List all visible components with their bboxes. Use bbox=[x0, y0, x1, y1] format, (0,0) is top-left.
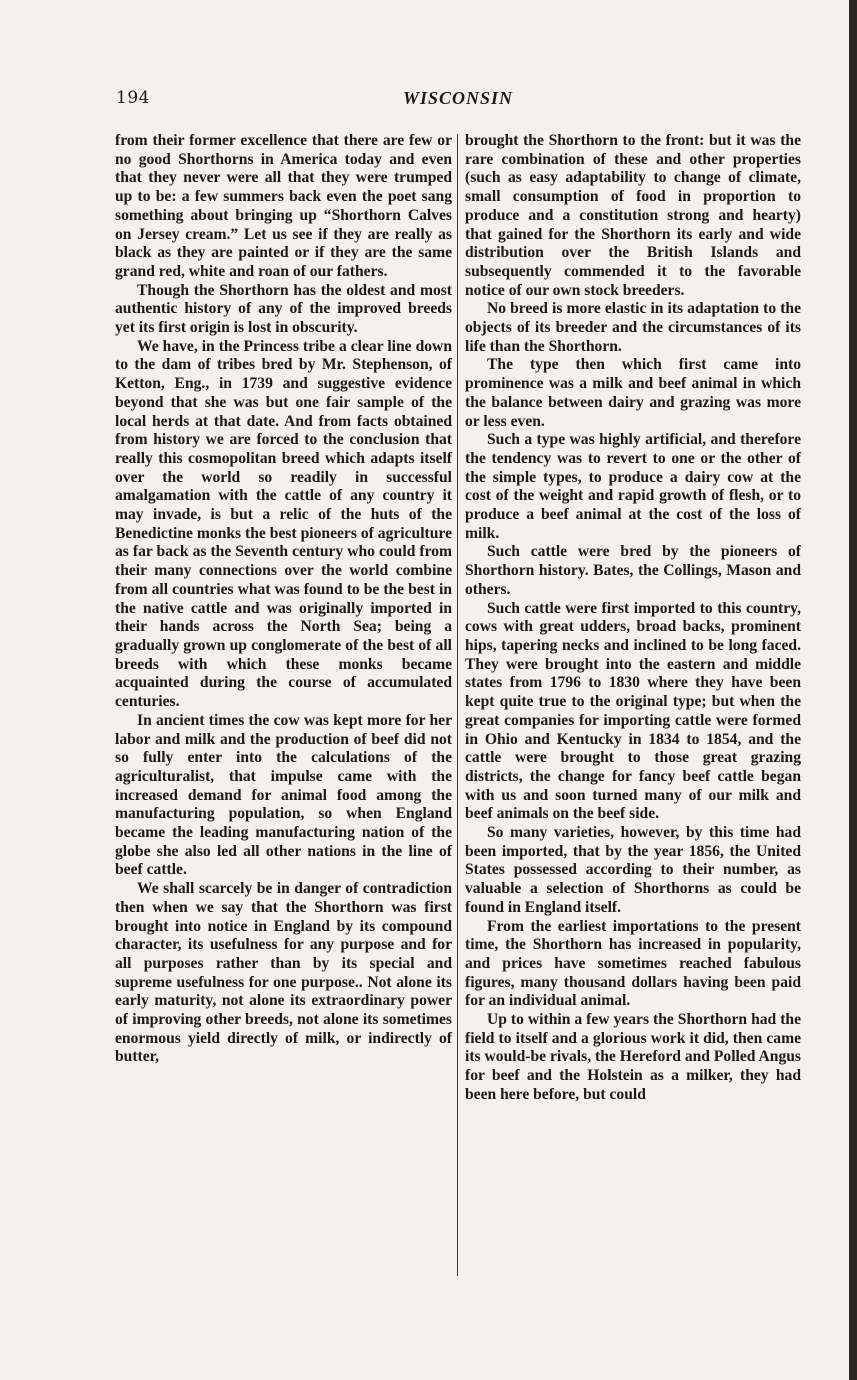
page-edge bbox=[849, 0, 857, 1380]
paragraph: No breed is more elastic in its adaptation to the objects of its breeder and the circumstances of its life than the Shorthorn. bbox=[465, 300, 801, 355]
paragraph: We have, in the Princess tribe a clear line down to the dam of tribes bred by Mr. Stephenson, of Ketton, Eng., in 1739 and suggestive evidence beyond that she was but one fair sample of the local herds at that date. And from facts obtained from history we are forced to the conclusion that really this cosmopolitan breed which adapts itself over the world so readily in successful amalgamation with the cattle of any country it may invade, is but a relic of the huts of the Benedictine monks the best pioneers of agriculture as far back as the Seventh century who could from their many connections over the world combine from all countries what was found to be the best in the native cattle and was originally imported in their hands across the North Sea; being a gradually grown up conglomerate of the best of all breeds with which these monks became acquainted during the course of accumulated centuries. bbox=[115, 337, 452, 711]
paragraph: from their former excellence that there are few or no good Shorthorns in America today and even that they never were all that they were trumped up to be: a few summers back even the poet sang something about bringing up “Shorthorn Calves on Jersey cream.” Let us see if they are really as black as they are painted or if they are the same grand red, white and roan of our fathers. bbox=[115, 132, 452, 280]
paragraph: From the earliest importations to the present time, the Shorthorn has increased in popularity, and prices have sometimes reached fabulous figures, many thousand dollars having been paid for an individual animal. bbox=[465, 917, 801, 1010]
column-divider bbox=[457, 134, 458, 1276]
page-header bbox=[116, 88, 800, 112]
paragraph: In ancient times the cow was kept more for her labor and milk and the production of beef did not so fully enter into the calculations of the agriculturalist, that impulse came with the increased demand for animal food among the manufacturing population, so when England became the leading manufacturing nation of the globe she also led all other nations in the line of beef cattle. bbox=[115, 711, 452, 879]
paragraph: We shall scarcely be in danger of contradiction then when we say that the Shorthorn was first brought into notice in England by its compound character, its usefulness for any purpose and for all purposes rather than by its special and supreme usefulness for one purpose.. Not alone its early maturity, not alone its extraordinary power of improving other breeds, not alone its sometimes enormous yield directly of milk, or indirectly of butter, bbox=[115, 880, 452, 1066]
paragraph: Such cattle were bred by the pioneers of Shorthorn history. Bates, the Collings, Mason and others. bbox=[465, 543, 801, 598]
left-column bbox=[115, 132, 452, 1067]
paragraph: Up to within a few years the Shorthorn had the field to itself and a glorious work it did, then came its would-be rivals, the Hereford and Polled Angus for beef and the Holstein as a milker, they had been here before, but could bbox=[465, 1011, 801, 1103]
paragraph: Though the Shorthorn has the oldest and most authentic history of any of the improved breeds yet its first origin is lost in obscurity. bbox=[115, 281, 452, 337]
paragraph: The type then which first came into prominence was a milk and beef animal in which the balance between dairy and grazing was more or less even. bbox=[465, 356, 801, 430]
paragraph: Such a type was highly artificial, and therefore the tendency was to revert to one or the other of the simple types, to produce a dairy cow at the cost of the weight and rapid growth of flesh, or to produce a beef animal at the cost of the loss of milk. bbox=[465, 431, 801, 542]
paragraph: So many varieties, however, by this time had been imported, that by the year 1856, the United States possessed according to their number, as valuable a selection of Shorthorns as could be found in England itself. bbox=[465, 824, 801, 916]
paragraph: brought the Shorthorn to the front: but it was the rare combination of these and other properties (such as easy adaptability to change of climate, small consumption of food in proportion to produce and a constitution strong and hearty) that gained for the Shorthorn its early and wide distribution over the British Islands and subsequently commended it to the favorable notice of our own stock breeders. bbox=[465, 132, 801, 299]
running-title: WISCONSIN bbox=[402, 88, 514, 108]
page-number: 194 bbox=[116, 88, 150, 108]
paragraph: Such cattle were first imported to this country, cows with great udders, broad backs, prominent hips, tapering necks and inclined to be long faced. They were brought into the eastern and middle states from 1796 to 1830 where they have been kept quite true to the original type; but when the great companies for importing cattle were formed in Ohio and Kentucky in 1834 to 1854, and the cattle were brought to those great grazing districts, the change for fancy beef cattle began with us and soon turned many of our milk and beef animals on the beef side. bbox=[465, 599, 801, 823]
right-column bbox=[465, 132, 801, 1105]
